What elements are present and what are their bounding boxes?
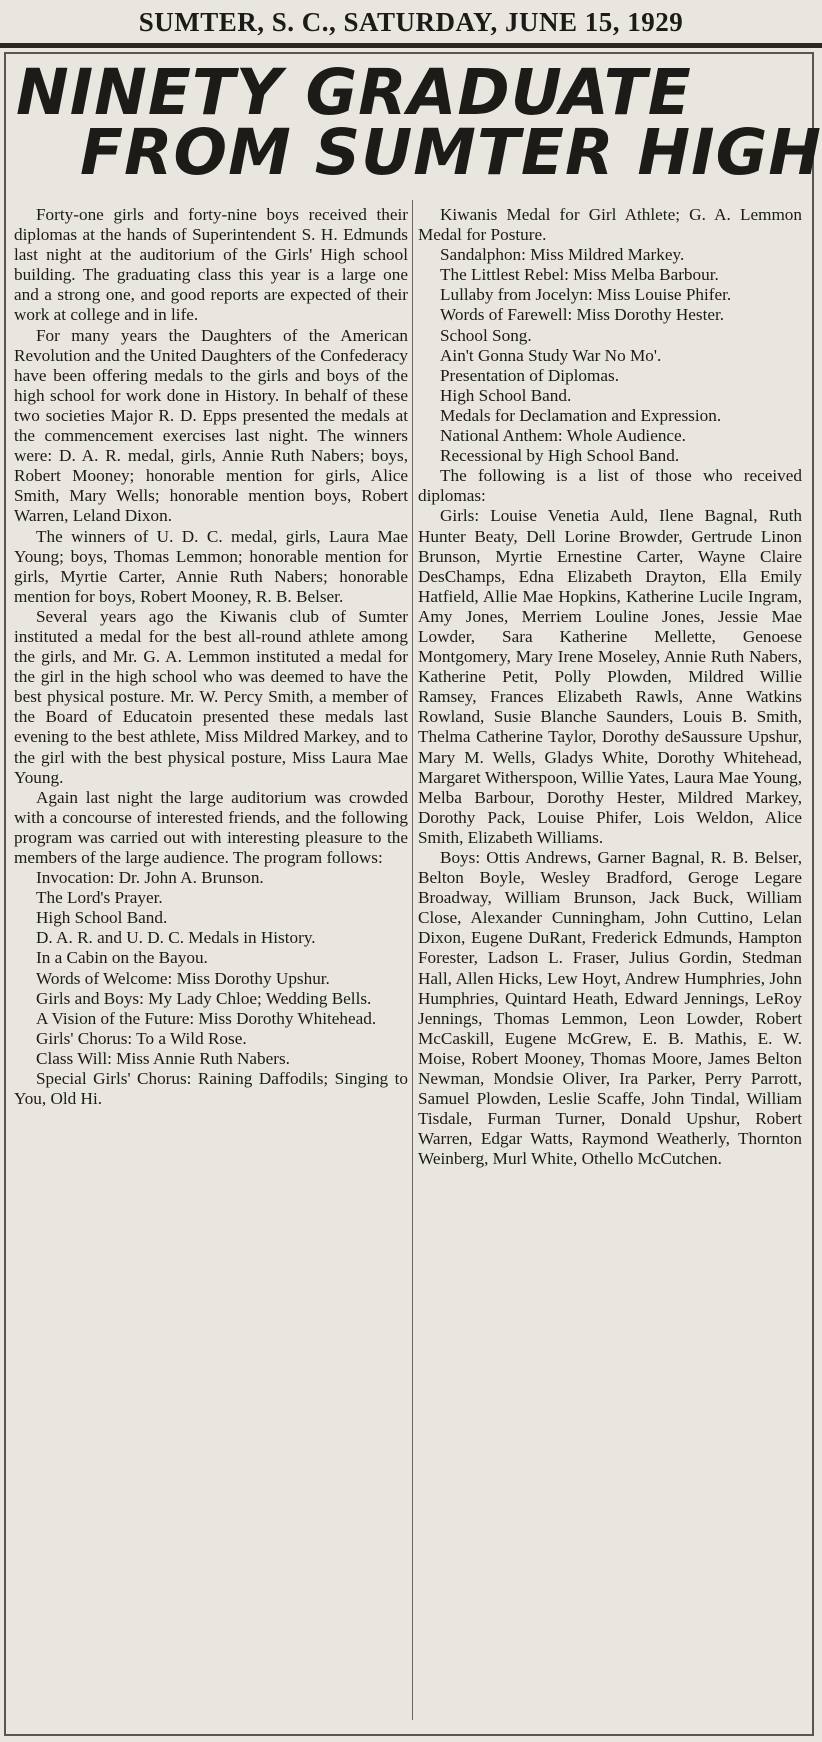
program-item: School Song. xyxy=(440,325,532,345)
program-item: Sandalphon: Miss Mildred Markey. xyxy=(440,245,685,265)
program-item: Presentation of Diplomas. xyxy=(440,365,620,385)
paragraph: Again last night the large auditorium was crowded with a concourse of interested friends, and the following program was carried out with interesting pleasure to the members of the large audience. The program follows: xyxy=(14,787,408,867)
program-item: Words of Farewell: Miss Dorothy Hester. xyxy=(440,305,725,325)
program-item: Girls' Chorus: To a Wild Rose. xyxy=(36,1028,247,1048)
dateline: SUMTER, S. C., SATURDAY, JUNE 15, 1929 xyxy=(138,7,684,37)
program-item: Medals for Declamation and Expression. xyxy=(440,405,722,425)
program-item: High School Band. xyxy=(36,908,168,928)
program-item: In a Cabin on the Bayou. xyxy=(36,948,208,968)
program-item: National Anthem: Whole Audience. xyxy=(440,426,686,446)
program-item: A Vision of the Future: Miss Dorothy Whitehead. xyxy=(36,1008,377,1028)
program-item: Lullaby from Jocelyn: Miss Louise Phifer. xyxy=(440,285,732,305)
column-divider xyxy=(412,200,413,1720)
headline-line-1: NINETY GRADUATE xyxy=(16,56,692,129)
paragraph: The winners of U. D. C. medal, girls, Laura Mae Young; boys, Thomas Lemmon; honorable mention for girls, Myrtie Carter, Annie Ruth Nabers; honorable mention for boys, Robert Mooney, R. B. Belser. xyxy=(14,526,408,606)
paragraph: For many years the Daughters of the American Revolution and the United Daughters of the Confederacy have been offering medals to the girls and boys of the high school for work done in History. In behalf of these two societies Major R. D. Epps presented the medals at the commencement exercises last night. The winners were: D. A. R. medal, girls, Annie Ruth Nabers; boys, Robert Mooney; honorable mention for girls, Alice Smith, Mary Wells; honorable mention boys, Robert Warren, Leland Dixon. xyxy=(14,325,408,526)
program-item: Recessional by High School Band. xyxy=(440,446,680,466)
program-item: Invocation: Dr. John A. Brunson. xyxy=(36,868,264,888)
left-column xyxy=(14,205,408,1109)
program-item: Ain't Gonna Study War No Mo'. xyxy=(440,345,662,365)
program-item: Words of Welcome: Miss Dorothy Upshur. xyxy=(36,968,330,988)
girls-graduates-list: Girls: Louise Venetia Auld, Ilene Bagnal, Ruth Hunter Beaty, Dell Lorine Browder, Gertrude Linon Brunson, Myrtie Ernestine Carter, Wayne Claire DesChamps, Edna Elizabeth Drayton, Ella Emily Hatfield, Allie Mae Hopkins, Katherine Lucile Ingram, Amy Jones, Merriem Louline Jones, Jessie Mae Lowder, Sara Katherine Mellette, Genoese Montgomery, Mary Irene Moseley, Annie Ruth Nabers, Katherine Petit, Polly Plowden, Mildred Willie Ramsey, Frances Elizabeth Rawls, Anne Watkins Rowland, Susie Blanche Saunders, Louis B. Smith, Thelma Catherine Taylor, Dorothy deSaussure Upshur, Mary M. Wells, Gladys White, Dorothy Whitehead, Margaret Witherspoon, Willie Yates, Laura Mae Young, Melba Barbour, Dorothy Hester, Mildred Markey, Dorothy Pack, Louise Phifer, Lois Weldon, Alice Smith, Elizabeth Williams. xyxy=(418,506,802,847)
paragraph: Several years ago the Kiwanis club of Sumter instituted a medal for the best all-round athlete among the girls, and Mr. G. A. Lemmon instituted a medal for the girl in the high school who was deemed to have the best physical posture. Mr. W. Percy Smith, a member of the Board of Educatoin presented these medals last evening to the best athlete, Miss Mildred Markey, and to the girl with the best physical posture, Miss Laura Mae Young. xyxy=(14,606,408,787)
right-column xyxy=(418,205,802,1170)
program-item: The Littlest Rebel: Miss Melba Barbour. xyxy=(440,265,719,285)
paragraph: The following is a list of those who received diplomas: xyxy=(418,466,802,506)
dateline-rule xyxy=(0,43,822,48)
paragraph: Forty-one girls and forty-nine boys received their diplomas at the hands of Superintendent S. H. Edmunds last night at the auditorium of the Girls' High school building. The graduating class this year is a large one and a strong one, and good reports are expected of their work at college and in life. xyxy=(14,205,408,325)
program-item: Special Girls' Chorus: Raining Daffodils; Singing to You, Old Hi. xyxy=(14,1069,408,1109)
program-item: The Lord's Prayer. xyxy=(36,888,163,908)
program-item: High School Band. xyxy=(440,385,572,405)
boys-graduates-list: Boys: Ottis Andrews, Garner Bagnal, R. B. Belser, Belton Boyle, Wesley Bradford, Geroge Legare Broadway, William Brunson, Jack Buck, William Close, Alexander Cunningham, John Cuttino, Lelan Dixon, Eugene DuRant, Frederick Edmunds, Hampton Forester, Ladson L. Fraser, Julius Gordin, Stedman Hall, Allen Hicks, Lew Hoyt, Andrew Humphries, John Humphries, Quintard Heath, Edward Jennings, LeRoy Jennings, Thomas Lemmon, Leon Lowder, Robert McCaskill, Eugene McGrew, E. B. Mathis, E. W. Moise, Robert Mooney, Thomas Moore, James Belton Newman, Mondsie Oliver, Ira Parker, Perry Parrott, Samuel Plowden, Leslie Scaffe, John Tindal, William Tisdale, Furman Turner, Donald Upshur, Robert Warren, Edgar Watts, Raymond Weatherly, Thornton Weinberg, Murl White, Othello McCutchen. xyxy=(418,848,802,1169)
program-item: Kiwanis Medal for Girl Athlete; G. A. Lemmon Medal for Posture. xyxy=(418,205,802,245)
headline-line-2: FROM SUMTER HIGH xyxy=(80,116,822,189)
program-item: Class Will: Miss Annie Ruth Nabers. xyxy=(36,1048,290,1068)
program-item: D. A. R. and U. D. C. Medals in History. xyxy=(36,928,316,948)
program-item: Girls and Boys: My Lady Chloe; Wedding Bells. xyxy=(36,988,372,1008)
